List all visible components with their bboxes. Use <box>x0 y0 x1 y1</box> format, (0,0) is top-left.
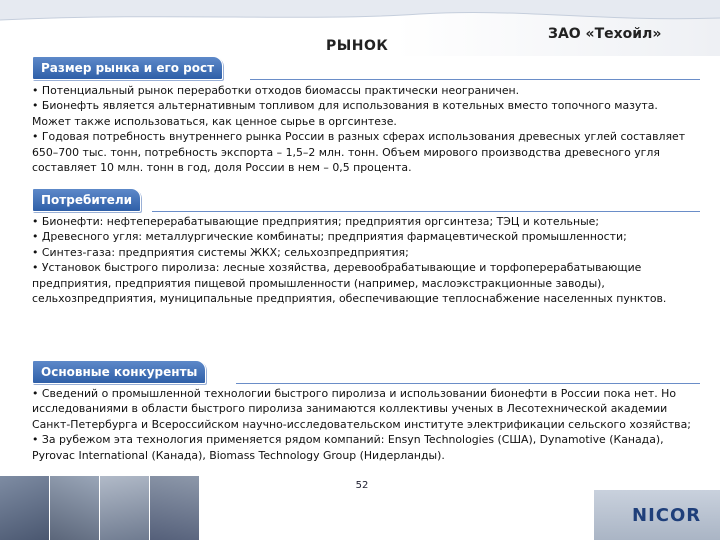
section-heading-market-size: Размер рынка и его рост <box>32 56 223 80</box>
paragraph: • Потенциальный рынок переработки отходов биомассы практически неограничен. <box>32 84 520 97</box>
company-name: ЗАО «Техойл» <box>548 26 662 42</box>
section-heading-consumers: Потребители <box>32 188 141 212</box>
paragraph: • Бионефти: нефтеперерабатывающие предприятия; предприятия оргсинтеза; ТЭЦ и котельные; <box>32 215 600 228</box>
section-divider <box>152 211 700 212</box>
section-body-market-size <box>32 83 700 175</box>
footer-photo <box>150 476 200 540</box>
footer-photo <box>100 476 150 540</box>
paragraph: • Установок быстрого пиролиза: лесные хозяйства, деревообрабатывающие и торфоперерабатывающие предприятия, предприятия пищевой промышленности (например, маслоэкстракционные заводы), сельхозпредприятия, муниципальные предприятия, обеспечивающие теплоснабжение населенных пунктов. <box>32 261 667 306</box>
section-heading-competitors: Основные конкуренты <box>32 360 206 384</box>
page-title: РЫНОК <box>326 38 389 54</box>
footer-photo <box>0 476 50 540</box>
paragraph: • Сведений о промышленной технологии быстрого пиролиза и использовании бионефти в России пока нет. Но исследованиями в области быстрого пиролиза занимаются коллективы ученых в Лесотехнической академии Санкт-Петербурга и Всероссийском научно-исследовательском институте электрификации сельского хозяйства; <box>32 387 691 431</box>
footer-photo <box>50 476 100 540</box>
paragraph: • За рубежом эта технология применяется рядом компаний: Ensyn Technologies (США), Dynamotive (Канада), Pyrovac International (Канада), Biomass Technology Group (Нидерланды). <box>32 433 664 462</box>
section-divider <box>250 79 700 80</box>
logo-text: NICOR <box>632 505 702 526</box>
paragraph: • Годовая потребность внутреннего рынка России в разных сферах использования древесных углей составляет 650–700 тыс. тонн, потребность экспорта – 1,5–2 млн. тонн. Объем мирового производства древесного угля составляет 10 млн. тонн в год, доля России в нем – 0,5 процента. <box>32 130 686 175</box>
paragraph: • Бионефть является альтернативным топливом для использования в котельных вместо топочного мазута. Может также использоваться, как ценное сырье в оргсинтезе. <box>32 99 658 128</box>
page-number: 52 <box>355 480 369 491</box>
section-body-consumers <box>32 214 700 306</box>
paragraph: • Синтез-газа: предприятия системы ЖКХ; сельхозпредприятия; <box>32 245 409 259</box>
section-body-competitors <box>32 386 700 463</box>
section-divider <box>236 383 700 384</box>
nicor-logo <box>628 500 708 528</box>
paragraph: • Древесного угля: металлургические комбинаты; предприятия фармацевтической промышленности; <box>32 230 627 244</box>
footer-photo-strip <box>0 476 200 540</box>
footer-page-area <box>200 470 594 540</box>
